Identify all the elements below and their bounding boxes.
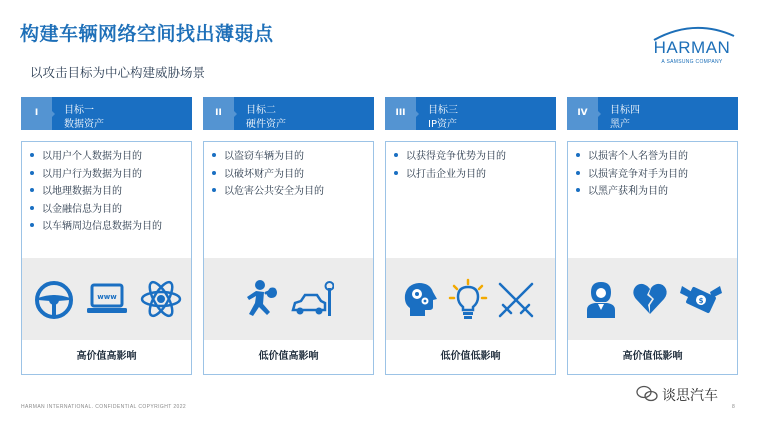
confidential-footer: HARMAN INTERNATIONAL. CONFIDENTIAL COPYRIGHT 2022	[21, 404, 187, 410]
target-column-2	[203, 97, 374, 375]
list-item: 以地理数据为目的	[30, 183, 162, 201]
list-item: 以车辆周边信息数据为目的	[30, 218, 162, 236]
logo-tagline: A SAMSUNG COMPANY	[661, 59, 723, 65]
car-crash-icon	[290, 278, 334, 322]
person-icon	[584, 280, 618, 320]
column-title: 目标一	[64, 105, 94, 116]
list-item: 以盗窃车辆为目的	[212, 148, 324, 166]
column-body	[21, 141, 192, 375]
lightbulb-icon	[448, 278, 488, 322]
page-subtitle: 以攻击目标为中心构建威胁场景	[30, 65, 206, 80]
head-gears-icon	[402, 280, 442, 320]
crossed-swords-icon	[496, 280, 536, 320]
page-title: 构建车辆网络空间找出薄弱点	[20, 23, 274, 45]
chat-bubble-icon	[636, 385, 658, 403]
list-item: 以危害公共安全为目的	[212, 183, 324, 201]
harman-logo	[640, 28, 744, 74]
column-title: 目标三	[428, 105, 458, 116]
column-footer: 低价值低影响	[440, 351, 501, 362]
column-body	[567, 141, 738, 375]
icon-band	[386, 258, 555, 340]
target-column-1	[21, 97, 192, 375]
goal-list	[394, 148, 506, 183]
list-item: 以打击企业为目的	[394, 166, 506, 184]
column-subtitle: 数据资产	[64, 119, 104, 130]
list-item: 以金融信息为目的	[30, 201, 162, 219]
column-subtitle: 硬件资产	[246, 119, 286, 130]
column-body	[385, 141, 556, 375]
steering-wheel-icon	[34, 280, 74, 320]
column-header	[21, 97, 192, 130]
logo-wordmark: HARMAN	[653, 38, 731, 57]
page-number: 8	[732, 404, 735, 410]
goal-list	[576, 148, 688, 201]
column-header	[385, 97, 556, 130]
watermark-text: 谈思汽车	[662, 388, 718, 404]
column-footer: 低价值高影响	[258, 351, 319, 362]
target-column-3	[385, 97, 556, 375]
column-header	[203, 97, 374, 130]
column-subtitle: IP资产	[428, 119, 457, 130]
icon-band	[568, 258, 737, 340]
column-header	[567, 97, 738, 130]
list-item: 以用户行为数据为目的	[30, 166, 162, 184]
list-item: 以获得竞争优势为目的	[394, 148, 506, 166]
column-number: III	[385, 97, 416, 130]
broken-heart-icon	[632, 282, 668, 316]
watermark	[630, 383, 740, 405]
list-item: 以破坏财产为目的	[212, 166, 324, 184]
list-item: 以损害竞争对手为目的	[576, 166, 688, 184]
column-number: IV	[567, 97, 598, 130]
list-item: 以损害个人名誉为目的	[576, 148, 688, 166]
laptop-www-icon	[86, 282, 128, 318]
flying-money-icon	[678, 278, 724, 322]
target-column-4	[567, 97, 738, 375]
goal-list	[30, 148, 162, 236]
column-number: II	[203, 97, 234, 130]
atom-icon	[140, 278, 182, 320]
column-number: I	[21, 97, 52, 130]
svg-text:$: $	[698, 297, 704, 305]
column-subtitle: 黑产	[610, 119, 630, 130]
column-footer: 高价值低影响	[622, 351, 683, 362]
icon-band	[22, 258, 191, 340]
thief-running-icon	[236, 278, 280, 322]
column-title: 目标四	[610, 105, 640, 116]
svg-text:www: www	[97, 293, 117, 301]
column-footer: 高价值高影响	[76, 351, 137, 362]
list-item: 以黑产获利为目的	[576, 183, 688, 201]
icon-band	[204, 258, 373, 340]
column-body	[203, 141, 374, 375]
column-title: 目标二	[246, 105, 276, 116]
list-item: 以用户个人数据为目的	[30, 148, 162, 166]
goal-list	[212, 148, 324, 201]
